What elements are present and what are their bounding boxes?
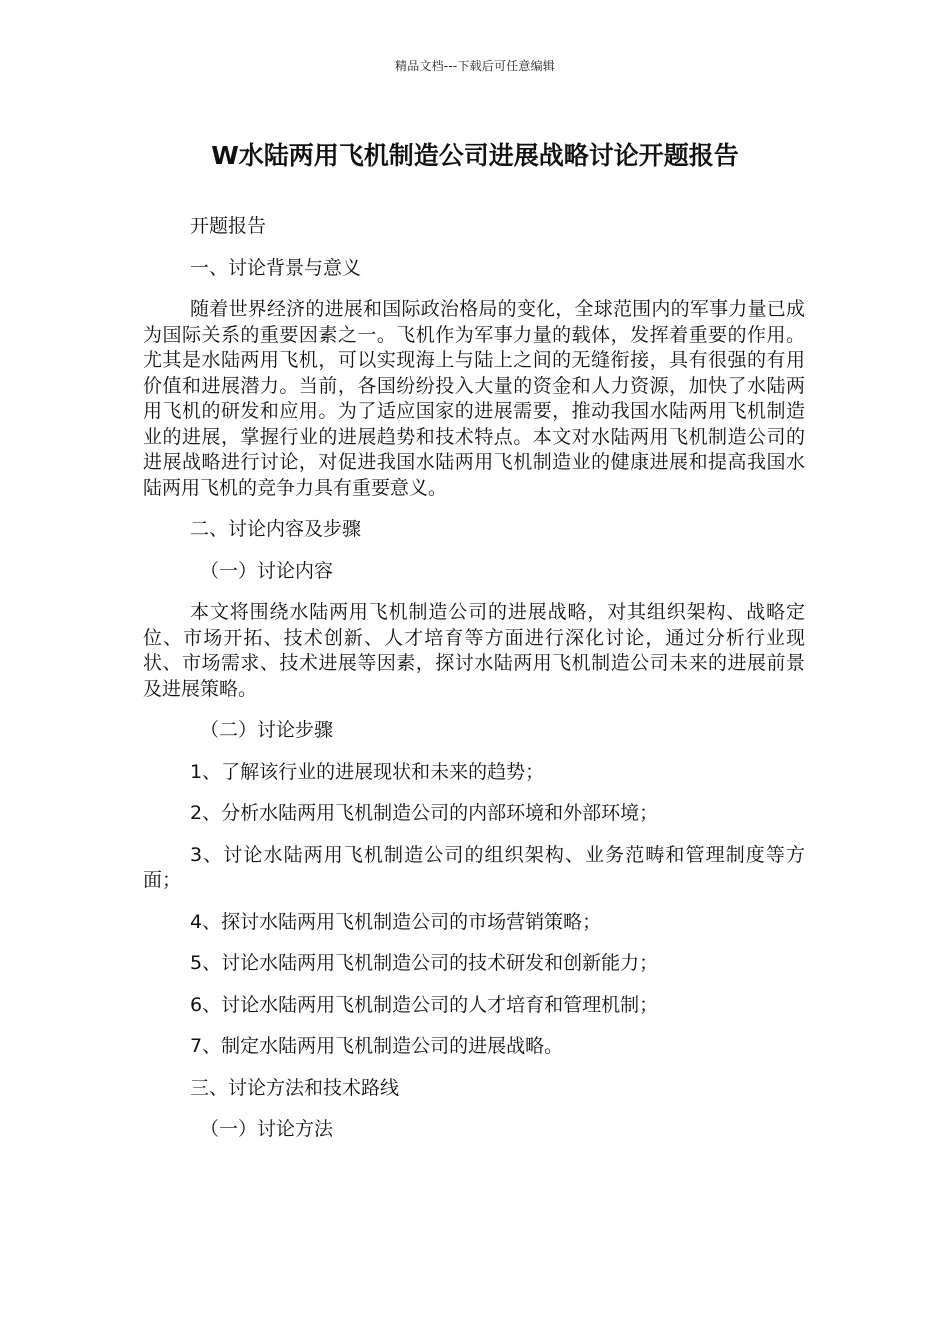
step-item-5: 5、讨论水陆两用飞机制造公司的技术研发和创新能力；	[190, 952, 659, 974]
step-item-4: 4、探讨水陆两用飞机制造公司的市场营销策略；	[190, 910, 602, 933]
section-heading-methods: 三、讨论方法和技术路线	[190, 1076, 400, 1099]
document-body	[143, 214, 805, 1159]
section-heading-background: 一、讨论背景与意义	[190, 256, 362, 279]
subsection-heading-methods: （一）讨论方法	[200, 1118, 334, 1140]
step-item-7: 7、制定水陆两用飞机制造公司的进展战略。	[190, 1035, 564, 1057]
step-item-3: 3、讨论水陆两用飞机制造公司的组织架构、业务范畴和管理制度等方面；	[143, 843, 805, 891]
step-item-1: 1、了解该行业的进展现状和未来的趋势；	[190, 760, 545, 783]
step-item-6: 6、讨论水陆两用飞机制造公司的人才培育和管理机制；	[190, 993, 659, 1016]
step-item-2: 2、分析水陆两用飞机制造公司的内部环境和外部环境；	[190, 802, 659, 824]
subsection-heading-content: （一）讨论内容	[200, 559, 334, 582]
subsection-heading-steps: （二）讨论步骤	[200, 719, 334, 741]
header-note: 精品文档---下载后可任意编辑	[395, 59, 555, 73]
document-title: W水陆两用飞机制造公司进展战略讨论开题报告	[211, 141, 739, 170]
body-paragraph-background: 随着世界经济的进展和国际政治格局的变化，全球范围内的军事力量已成为国际关系的重要因素之一。飞机作为军事力量的载体，发挥着重要的作用。尤其是水陆两用飞机，可以实现海上与陆上之间的无缝衔接，具有很强的有用价值和进展潜力。当前，各国纷纷投入大量的资金和人力资源，加快了水陆两用飞机的研发和应用。为了适应国家的进展需要，推动我国水陆两用飞机制造业的进展，掌握行业的进展趋势和技术特点。本文对水陆两用飞机制造公司的进展战略进行讨论，对促进我国水陆两用飞机制造业的健康进展和提高我国水陆两用飞机的竞争力具有重要意义。	[143, 298, 805, 499]
section-heading-proposal: 开题报告	[190, 215, 267, 237]
body-paragraph-content: 本文将围绕水陆两用飞机制造公司的进展战略，对其组织架构、战略定位、市场开拓、技术创新、人才培育等方面进行深化讨论，通过分析行业现状、市场需求、技术进展等因素，探讨水陆两用飞机制造公司未来的进展前景及进展策略。	[143, 601, 805, 700]
section-heading-content-steps: 二、讨论内容及步骤	[190, 518, 362, 540]
